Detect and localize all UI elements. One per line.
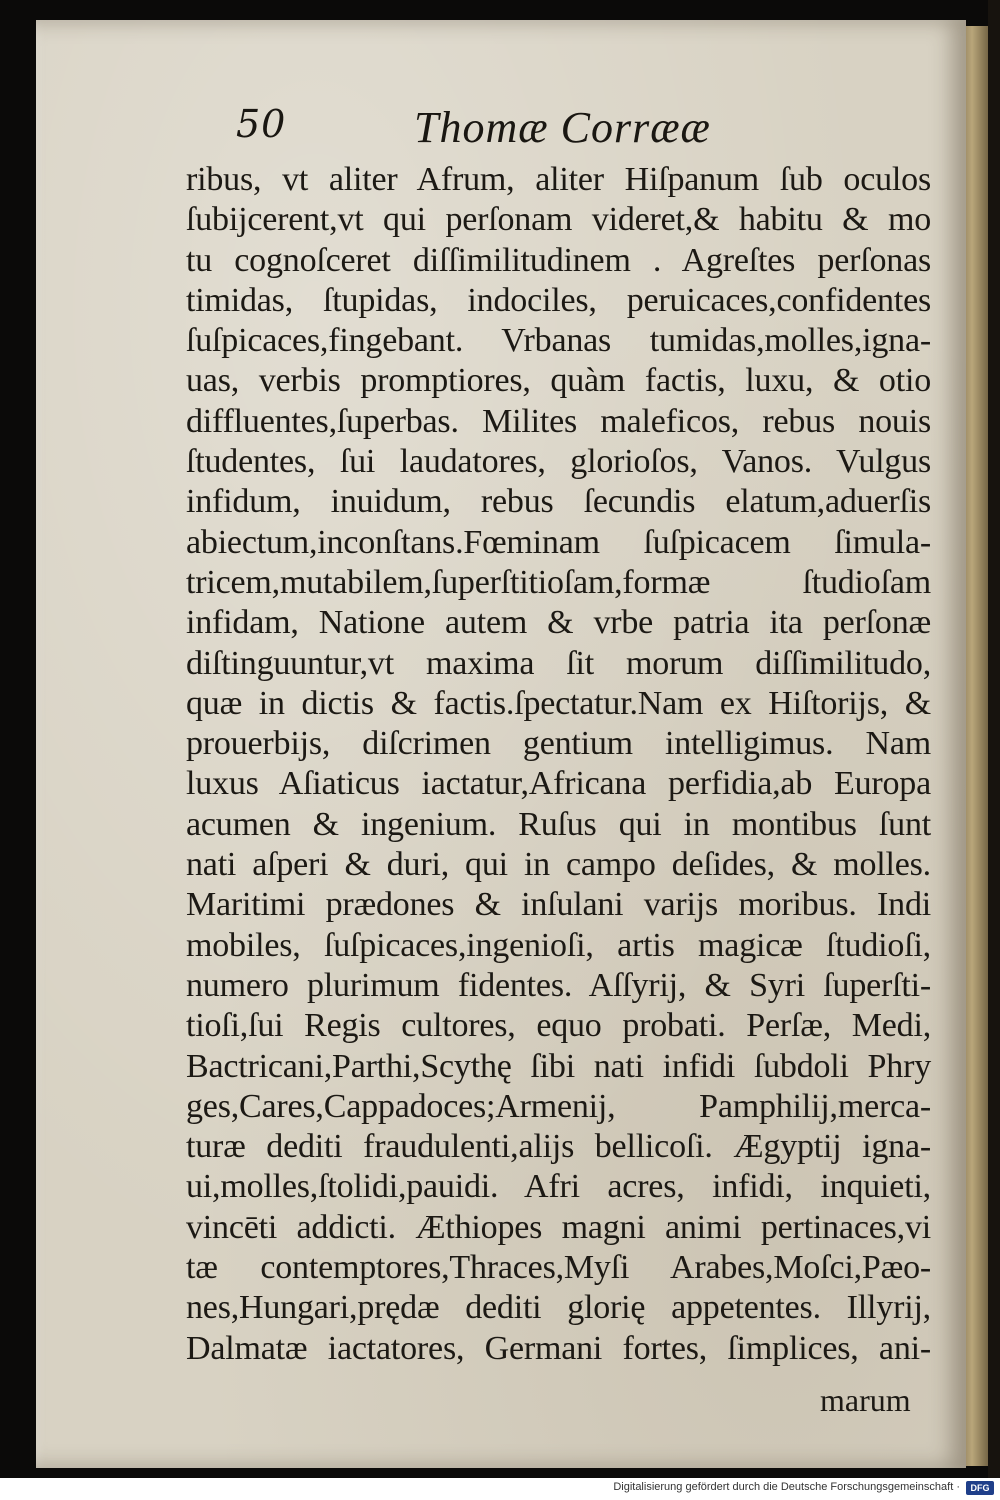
text-line: tricem,mutabilem,ſuperſtitioſam,formæ ſtudioſam (186, 563, 931, 601)
catchword: marum (820, 1382, 911, 1418)
text-line: diſtinguuntur,vt maxima ſit morum diſſimilitudo, (186, 644, 931, 682)
text-line: infidum, inuidum, rebus ſecundis elatum,aduerſis (186, 483, 931, 521)
text-line: diffluentes,ſuperbas. Milites maleficos, rebus nouis (186, 402, 931, 440)
text-line: quæ in dictis & factis.ſpectatur.Nam ex Hiſtorijs, & (186, 684, 931, 722)
footer-credit: Digitalisierung gefördert durch die Deutsche Forschungsgemeinschaft · (613, 1481, 960, 1493)
text-line: nes,Hungari,prędæ dediti glorię appetentes. Illyrij, (186, 1289, 931, 1327)
text-line: tæ contemptores,Thraces,Myſi Arabes,Moſci,Pæo- (186, 1249, 931, 1287)
page-header (36, 102, 966, 162)
text-line: ſubijcerent,vt qui perſonam videret,& habitu & mo (186, 201, 931, 239)
text-line: acumen & ingenium. Ruſus qui in montibus ſunt (186, 805, 931, 843)
text-line: abiectum,inconſtans.Fœminam ſuſpicacem ſimula- (186, 523, 931, 561)
text-line: timidas, ſtupidas, indociles, peruicaces,confidentes (186, 281, 931, 319)
book-page (36, 20, 966, 1468)
text-line: vincēti addicti. Æthiopes magni animi pertinaces,vi (186, 1208, 931, 1246)
text-line: ui,molles,ſtolidi,pauidi. Afri acres, infidi, inquieti, (186, 1168, 931, 1206)
text-line: mobiles, ſuſpicaces,ingenioſi, artis magicæ ſtudioſi, (186, 926, 931, 964)
footer-bar (0, 1478, 1000, 1500)
text-line: turæ dediti fraudulenti,alijs bellicoſi. Ægyptij igna- (186, 1128, 931, 1166)
text-line: ſtudentes, ſui laudatores, glorioſos, Vanos. Vulgus (186, 443, 931, 481)
dfg-logo: DFG (966, 1481, 994, 1495)
text-line: Bactricani,Parthi,Scythę ſibi nati infidi ſubdoli Phry (186, 1047, 931, 1085)
text-line: ges,Cares,Cappadoces;Armenij, Pamphilij,merca- (186, 1087, 931, 1125)
page-number: 50 (236, 102, 287, 146)
text-line: prouerbijs, diſcrimen gentium intelligimus. Nam (186, 725, 931, 763)
running-head: Thomæ Corrææ (414, 103, 711, 152)
text-block (186, 160, 946, 1369)
text-line: ribus, vt aliter Afrum, aliter Hiſpanum ſub oculos (186, 161, 931, 198)
text-line: infidam, Natione autem & vrbe patria ita perſonæ (186, 604, 931, 642)
text-line: luxus Aſiaticus iactatur,Africana perfidia,ab Europa (186, 765, 931, 803)
text-line: Dalmatæ iactatores, Germani fortes, ſimplices, ani- (186, 1329, 931, 1367)
text-line: uas, verbis promptiores, quàm factis, luxu, & otio (186, 362, 931, 400)
text-line: nati aſperi & duri, qui in campo deſides, & molles. (186, 846, 931, 884)
text-line: numero plurimum fidentes. Aſſyrij, & Syri ſuperſti- (186, 966, 931, 1004)
text-line: Maritimi prædones & inſulani varijs moribus. Indi (186, 886, 931, 924)
book-spine (988, 0, 1000, 1478)
text-line: ſuſpicaces,fingebant. Vrbanas tumidas,molles,igna- (186, 322, 931, 360)
text-line: tu cognoſceret diſſimilitudinem . Agreſtes perſonas (186, 241, 931, 279)
text-line: tioſi,ſui Regis cultores, equo probati. Perſæ, Medi, (186, 1007, 931, 1045)
